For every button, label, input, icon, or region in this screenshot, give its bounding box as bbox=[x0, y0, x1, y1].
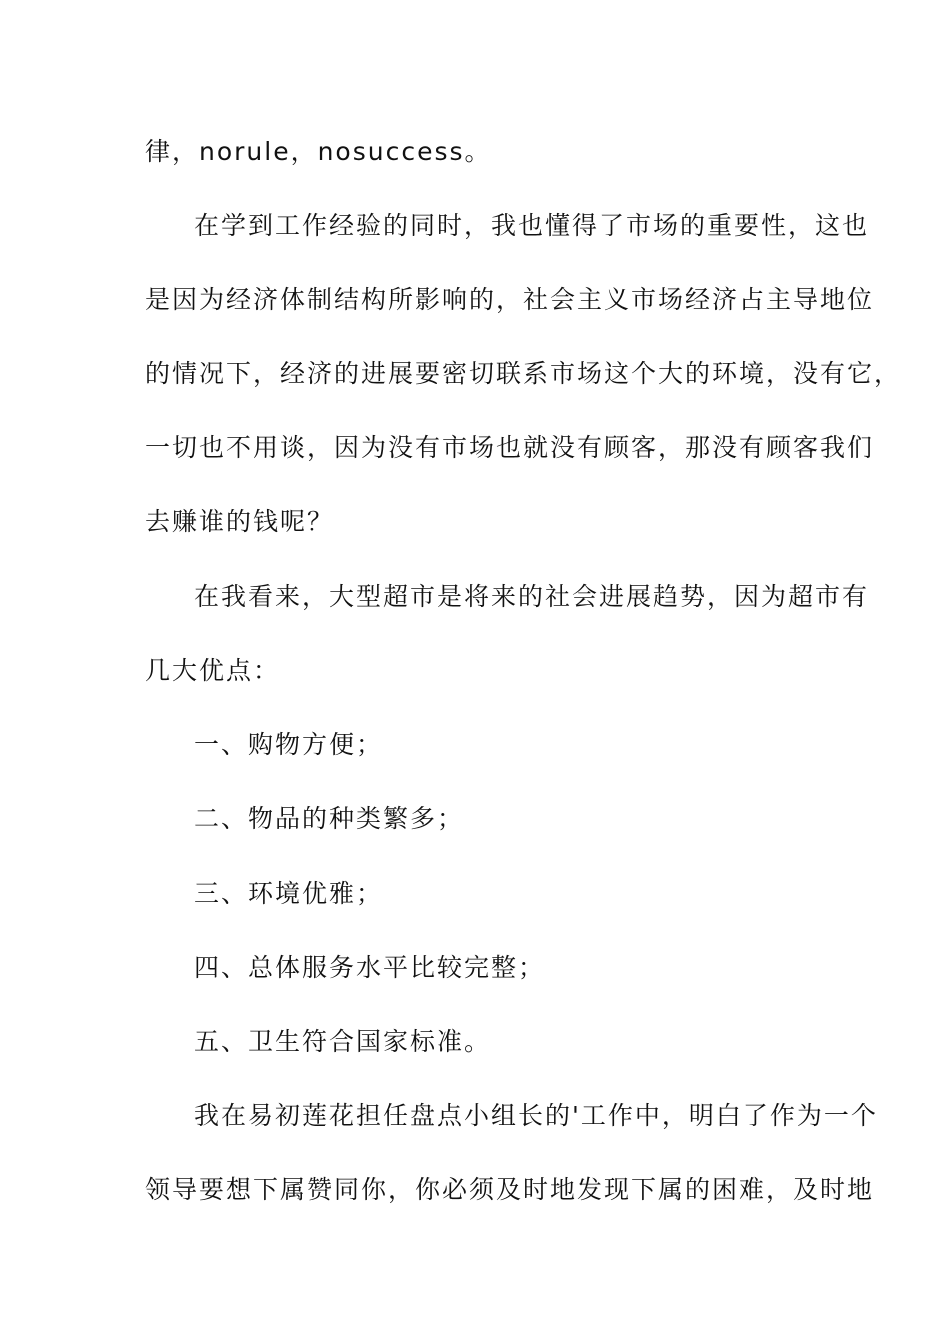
paragraph-line-2: 在我看来，大型超市是将来的社会进展趋势，因为超市有 bbox=[194, 582, 870, 611]
list-item-2: 二、物品的种类繁多； bbox=[194, 804, 465, 833]
list-item-4: 四、总体服务水平比较完整； bbox=[194, 953, 546, 982]
text-line-1: 律，norule，nosuccess。 bbox=[145, 137, 492, 166]
list-item-1: 一、购物方便； bbox=[194, 730, 384, 759]
paragraph-line-1: 在学到工作经验的同时，我也懂得了市场的重要性，这也 bbox=[194, 211, 870, 240]
text-line-5: 去赚谁的钱呢？ bbox=[145, 507, 335, 536]
paragraph-line-3: 我在易初莲花担任盘点小组长的'工作中，明白了作为一个 bbox=[194, 1101, 878, 1130]
list-item-5: 五、卫生符合国家标准。 bbox=[194, 1027, 492, 1056]
text-line-3: 的情况下，经济的进展要密切联系市场这个大的环境，没有它， bbox=[145, 359, 902, 388]
text-line-7: 领导要想下属赞同你，你必须及时地发现下属的困难，及时地 bbox=[145, 1175, 875, 1204]
list-item-3: 三、环境优雅； bbox=[194, 879, 384, 908]
text-line-4: 一切也不用谈，因为没有市场也就没有顾客，那没有顾客我们 bbox=[145, 433, 875, 462]
text-line-6: 几大优点： bbox=[145, 656, 281, 685]
text-line-2: 是因为经济体制结构所影响的，社会主义市场经济占主导地位 bbox=[145, 285, 875, 314]
